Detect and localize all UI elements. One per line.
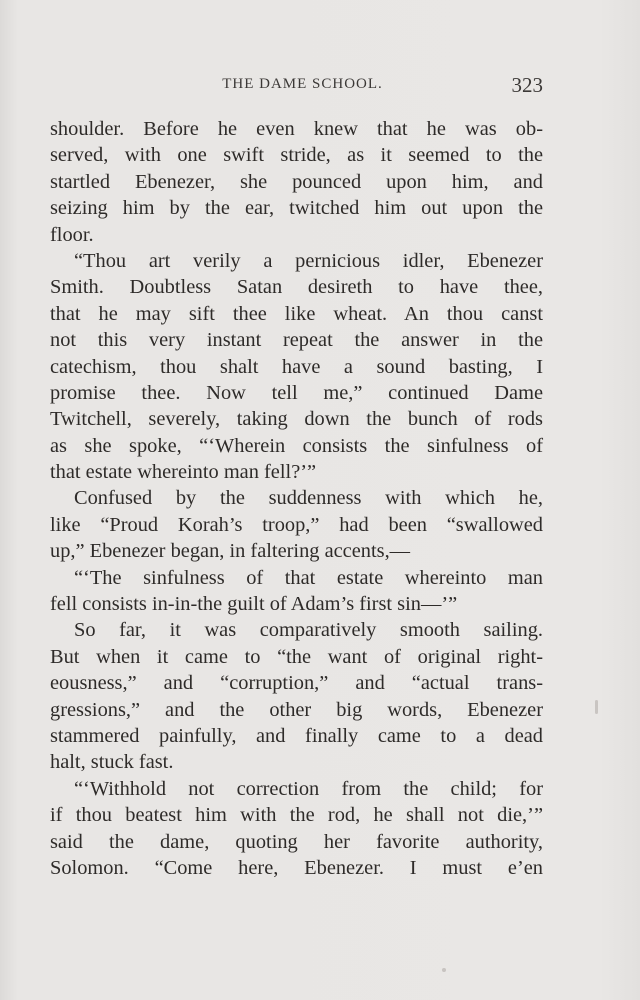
text-line: said the dame, quoting her favorite authority, bbox=[50, 830, 543, 853]
text-line: gressions,” and the other big words, Ebenezer bbox=[50, 698, 543, 721]
text-line: served, with one swift stride, as it seemed to the bbox=[50, 144, 543, 167]
body-text bbox=[50, 116, 543, 881]
page-header bbox=[50, 73, 543, 101]
text-line: that he may sift thee like wheat. An thou canst bbox=[50, 302, 543, 325]
text-line: Solomon. “Come here, Ebenezer. I must e’en bbox=[50, 856, 543, 879]
paper-speck bbox=[442, 968, 446, 972]
text-line: “‘The sinfulness of that estate whereinto man bbox=[74, 566, 543, 589]
text-line: Confused by the suddenness with which he, bbox=[74, 487, 543, 510]
text-line: floor. bbox=[50, 223, 94, 246]
text-line: Twitchell, severely, taking down the bunch of rods bbox=[50, 408, 543, 431]
text-line: that estate whereinto man fell?’” bbox=[50, 461, 317, 484]
text-line: seizing him by the ear, twitched him out upon the bbox=[50, 197, 543, 220]
text-line: not this very instant repeat the answer in the bbox=[50, 329, 543, 352]
text-line: as she spoke, “‘Wherein consists the sinfulness of bbox=[50, 434, 543, 457]
text-line: shoulder. Before he even knew that he was ob- bbox=[50, 118, 543, 140]
text-line: eousness,” and “corruption,” and “actual trans- bbox=[50, 672, 543, 695]
paper-speck bbox=[595, 700, 598, 714]
text-line: stammered painfully, and finally came to a dead bbox=[50, 724, 543, 747]
text-line: up,” Ebenezer began, in faltering accents,— bbox=[50, 540, 411, 563]
text-line: Smith. Doubtless Satan desireth to have thee, bbox=[50, 276, 543, 299]
page-number: 323 bbox=[511, 73, 543, 97]
text-line: So far, it was comparatively smooth sailing. bbox=[74, 619, 543, 642]
text-line: “‘Withhold not correction from the child; for bbox=[74, 777, 543, 800]
text-line: if thou beatest him with the rod, he shall not die,’” bbox=[50, 804, 543, 827]
running-head: THE DAME SCHOOL. bbox=[222, 76, 383, 92]
text-line: startled Ebenezer, she pounced upon him, and bbox=[50, 170, 543, 193]
text-line: fell consists in-in-the guilt of Adam’s first sin—’” bbox=[50, 593, 458, 616]
text-line: catechism, thou shalt have a sound basting, I bbox=[50, 355, 543, 378]
text-line: But when it came to “the want of original right- bbox=[50, 645, 543, 668]
text-line: promise thee. Now tell me,” continued Dame bbox=[50, 381, 543, 404]
text-line: “Thou art verily a pernicious idler, Ebenezer bbox=[74, 249, 543, 272]
text-line: like “Proud Korah’s troop,” had been “swallowed bbox=[50, 513, 543, 536]
text-line: halt, stuck fast. bbox=[50, 751, 174, 774]
